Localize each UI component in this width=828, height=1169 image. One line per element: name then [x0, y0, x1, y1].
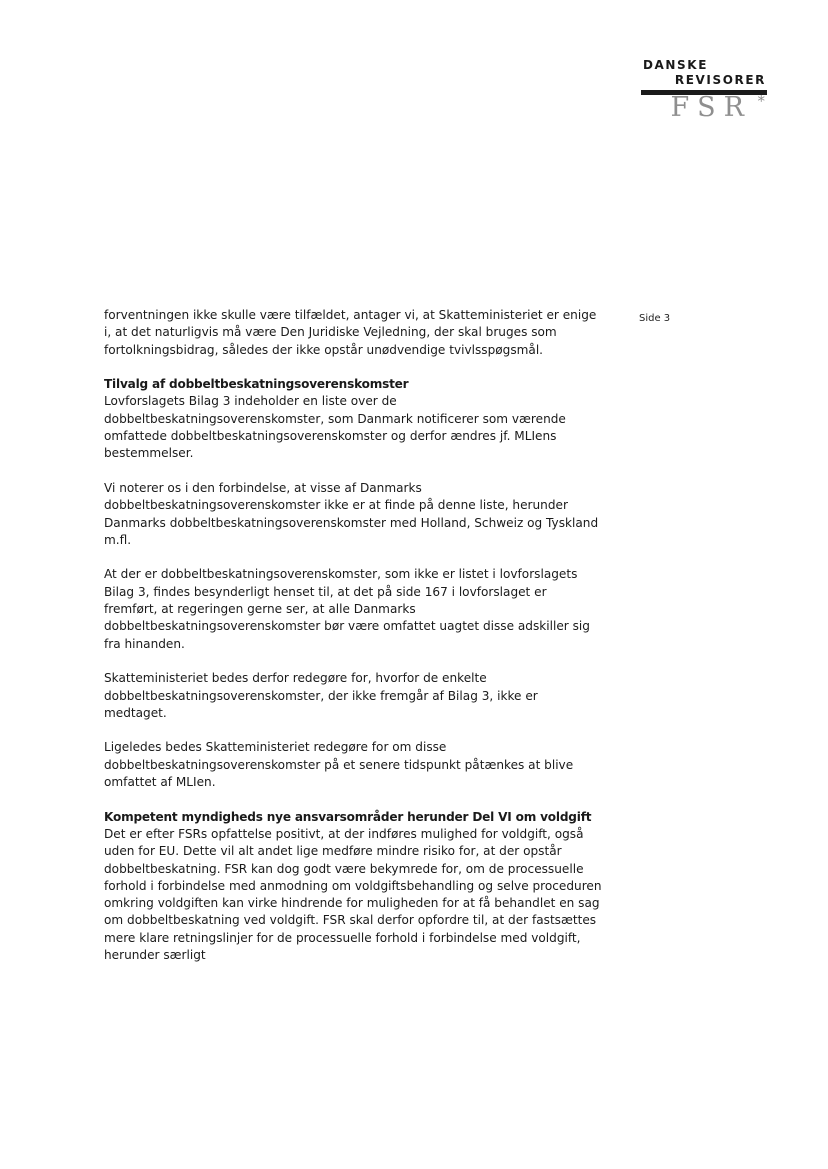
body-line: i, at det naturligvis må være Den Juridiske Vejledning, der skal bruges som	[104, 325, 557, 340]
section-kompetent-myndighed	[104, 809, 604, 965]
body-line: dobbeltbeskatningsoverenskomster, der ikke fremgår af Bilag 3, ikke er	[104, 688, 538, 703]
body-line: Vi noterer os i den forbindelse, at visse af Danmarks	[104, 480, 422, 495]
body-line: mere klare retningslinjer for de processuelle forhold i forbindelse med voldgift,	[104, 930, 581, 945]
body-line: Danmarks dobbeltbeskatningsoverenskomster med Holland, Schweiz og Tyskland	[104, 515, 599, 530]
section-heading: Kompetent myndigheds nye ansvarsområder herunder Del VI om voldgift	[104, 809, 592, 824]
body-line: dobbeltbeskatningsoverenskomster på et senere tidspunkt påtænkes at blive	[104, 757, 574, 772]
body-line: uden for EU. Dette vil alt andet lige medføre mindre risiko for, at der opstår	[104, 844, 562, 859]
body-line: At der er dobbeltbeskatningsoverenskomster, som ikke er listet i lovforslagets	[104, 567, 578, 582]
paragraph-gap	[104, 463, 604, 480]
paragraph-redegoere	[104, 670, 604, 722]
paragraph-gap	[104, 722, 604, 739]
body-line: Bilag 3, findes besynderligt henset til, at det på side 167 i lovforslaget er	[104, 584, 547, 599]
logo-star-icon: *	[757, 92, 765, 110]
logo-mark-fsr: FSR	[670, 92, 752, 123]
body-line: herunder særligt	[104, 947, 206, 962]
body-line: omfattede dobbeltbeskatningsoverenskomster og derfor ændres jf. MLIens	[104, 429, 557, 444]
fsr-logo	[636, 58, 768, 128]
paragraph-noterer	[104, 480, 604, 549]
body-line: bestemmelser.	[104, 446, 194, 461]
body-line: Ligeledes bedes Skatteministeriet redegøre for om disse	[104, 740, 447, 755]
paragraph-besynderligt	[104, 566, 604, 652]
body-line: dobbeltbeskatningsoverenskomster, som Danmark notificerer som værende	[104, 411, 566, 426]
logo-text-revisorer: REVISORER	[674, 73, 766, 87]
body-line: dobbeltbeskatningsoverenskomster ikke er at finde på denne liste, herunder	[104, 498, 568, 513]
body-line: medtaget.	[104, 705, 167, 720]
body-line: om dobbeltbeskatning ved voldgift. FSR skal derfor opfordre til, at der fastsættes	[104, 913, 597, 928]
page-number: Side 3	[639, 313, 671, 324]
body-line: Det er efter FSRs opfattelse positivt, at der indføres mulighed for voldgift, også	[104, 826, 584, 841]
body-line: Skatteministeriet bedes derfor redegøre for, hvorfor de enkelte	[104, 671, 487, 686]
body-line: dobbeltbeskatningsoverenskomster bør være omfattet uagtet disse adskiller sig	[104, 619, 590, 634]
body-line: omfattet af MLIen.	[104, 775, 216, 790]
body-line: forventningen ikke skulle være tilfældet, antager vi, at Skatteministeriet er enige	[104, 308, 597, 322]
paragraph-gap	[104, 653, 604, 670]
paragraph-ligeledes	[104, 739, 604, 791]
paragraph-gap	[104, 549, 604, 566]
body-line: omkring voldgiften kan virke hindrende for muligheden for at få behandlet en sag	[104, 896, 600, 911]
section-tilvalg	[104, 376, 604, 462]
document-body	[104, 307, 604, 964]
body-line: Lovforslagets Bilag 3 indeholder en liste over de	[104, 394, 397, 409]
paragraph-gap	[104, 791, 604, 808]
body-line: fremført, at regeringen gerne ser, at alle Danmarks	[104, 602, 416, 617]
body-line: m.fl.	[104, 532, 132, 547]
body-line: fra hinanden.	[104, 636, 185, 651]
paragraph-gap	[104, 359, 604, 376]
body-line: fortolkningsbidrag, således der ikke opstår unødvendige tvivlsspøgsmål.	[104, 342, 544, 357]
paragraph-intro	[104, 307, 604, 359]
section-heading: Tilvalg af dobbeltbeskatningsoverenskomster	[104, 377, 409, 392]
body-line: forhold i forbindelse med anmodning om voldgiftsbehandling og selve proceduren	[104, 878, 602, 893]
logo-text-danske: DANSKE	[642, 58, 708, 72]
body-line: dobbeltbeskatning. FSR kan dog godt være bekymrede for, om de processuelle	[104, 861, 584, 876]
